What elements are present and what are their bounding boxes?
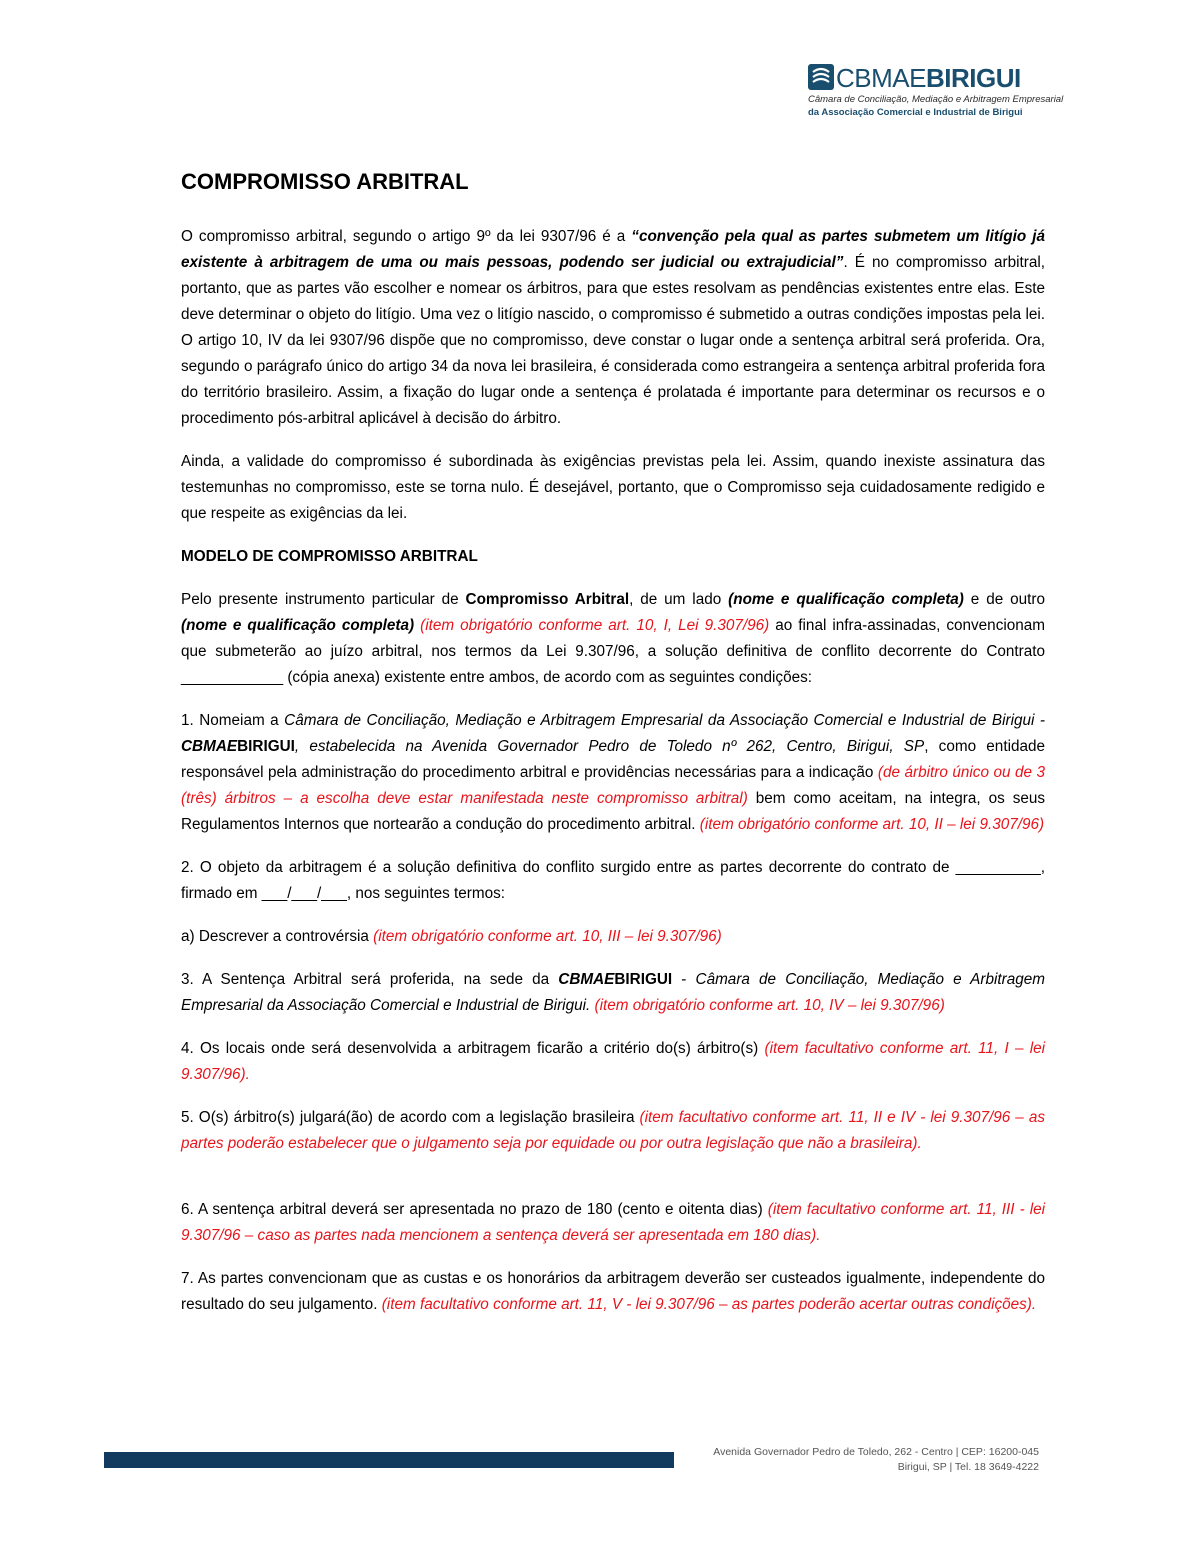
clause-7: 7. As partes convencionam que as custas e os honorários da arbitragem deverão ser custeados igualmente, independente do resultado do seu julgamento. (item facultativo conforme art. 11, V - lei 9.307/96 – as partes poderão acertar outras condições). [181,1270,1045,1313]
page-title: COMPROMISSO ARBITRAL [181,169,469,194]
model-heading: MODELO DE COMPROMISSO ARBITRAL [181,548,478,565]
clause-a: a) Descrever a controvérsia (item obrigatório conforme art. 10, III – lei 9.307/96) [181,928,722,945]
footer-address [694,1445,1039,1475]
clause-4: 4. Os locais onde será desenvolvida a arbitragem ficarão a critério do(s) árbitro(s) (item facultativo conforme art. 11, I – lei 9.307/96). [181,1040,1045,1083]
model-intro-paragraph: Pelo presente instrumento particular de Compromisso Arbitral, de um lado (nome e qualificação completa) e de outro (nome e qualificação completa) (item obrigatório conforme art. 10, I, Lei 9.307/96) ao final infra-assinadas, convencionam que submeterão ao juízo arbitral, nos termos da Lei 9.307/96, a solução definitiva de conflito decorrente do Contrato ____________ (cópia anexa) existente entre ambos, de acordo com as seguintes condições: [181,591,1046,686]
validity-paragraph: Ainda, a validade do compromisso é subordinada às exigências previstas pela lei. Assim, quando inexiste assinatura das testemunhas no compromisso, este se torna nulo. É desejável, portanto, que o Compromisso seja cuidadosamente redigido e que respeite as exigências da lei. [181,453,1045,522]
logo-brand: CBMAEBIRIGUI [836,63,1021,93]
cbmae-logo-icon [808,64,834,90]
clause-5: 5. O(s) árbitro(s) julgará(ão) de acordo com a legislação brasileira (item facultativo conforme art. 11, II e IV - lei 9.307/96 – as partes poderão estabelecer que o julgamento seja por equidade ou por outra legislação que não a brasileira). [181,1109,1046,1152]
intro-paragraph: O compromisso arbitral, segundo o artigo 9º da lei 9307/96 é a “convenção pela qual as partes submetem um litígio já existente à arbitragem de uma ou mais pessoas, podendo ser judicial ou extrajudicial”. É no compromisso arbitral, portanto, que as partes vão escolher e nomear os árbitros, para que estes resolvam as pendências existentes entre elas. Este deve determinar o objeto do litígio. Uma vez o litígio nascido, o compromisso é submetido a outras condições impostas pela lei. O artigo 10, IV da lei 9307/96 dispõe que no compromisso, deve constar o lugar onde a sentença arbitral será proferida. Ora, segundo o parágrafo único do artigo 34 da nova lei brasileira, é considerada como estrangeira a sentença arbitral proferida fora do território brasileiro. Assim, a fixação do lugar onde a sentença é prolatada é importante para determinar os recursos e o procedimento pós-arbitral aplicável à decisão do árbitro. [181,228,1045,427]
footer-address-line1: Avenida Governador Pedro de Toledo, 262 - Centro | CEP: 16200-045 [713,1446,1039,1458]
document-body [181,168,1045,1335]
logo-subtitle-line1: Câmara de Conciliação, Mediação e Arbitragem Empresarial [808,94,1064,105]
clause-6: 6. A sentença arbitral deverá ser apresentada no prazo de 180 (cento e oitenta dias) (item facultativo conforme art. 11, III - lei 9.307/96 – caso as partes nada mencionem a sentença deverá ser apresentada em 180 dias). [181,1201,1046,1244]
logo-subtitle-line2: da Associação Comercial e Industrial de Birigui [808,107,1023,118]
clause-3: 3. A Sentença Arbitral será proferida, na sede da CBMAEBIRIGUI - Câmara de Conciliação, Mediação e Arbitragem Empresarial da Associação Comercial e Industrial de Birigui. (item obrigatório conforme art. 10, IV – lei 9.307/96) [181,971,1045,1014]
header-logo [808,63,1064,124]
footer-bar [104,1452,674,1468]
footer-address-line2: Birigui, SP | Tel. 18 3649-4222 [897,1461,1039,1473]
clause-1: 1. Nomeiam a Câmara de Conciliação, Mediação e Arbitragem Empresarial da Associação Comercial e Industrial de Birigui - CBMAEBIRIGUI, estabelecida na Avenida Governador Pedro de Toledo nº 262, Centro, Birigui, SP, como entidade responsável pela administração do procedimento arbitral e providências necessárias para a indicação (de árbitro único ou de 3 (três) árbitros – a escolha deve estar manifestada neste compromisso arbitral) bem como aceitam, na integra, os seus Regulamentos Internos que nortearão a condução do procedimento arbitral. (item obrigatório conforme art. 10, II – lei 9.307/96) [181,712,1046,833]
clause-2: 2. O objeto da arbitragem é a solução definitiva do conflito surgido entre as partes decorrente do contrato de __________, firmado em ___/___/___, nos seguintes termos: [181,859,1045,902]
